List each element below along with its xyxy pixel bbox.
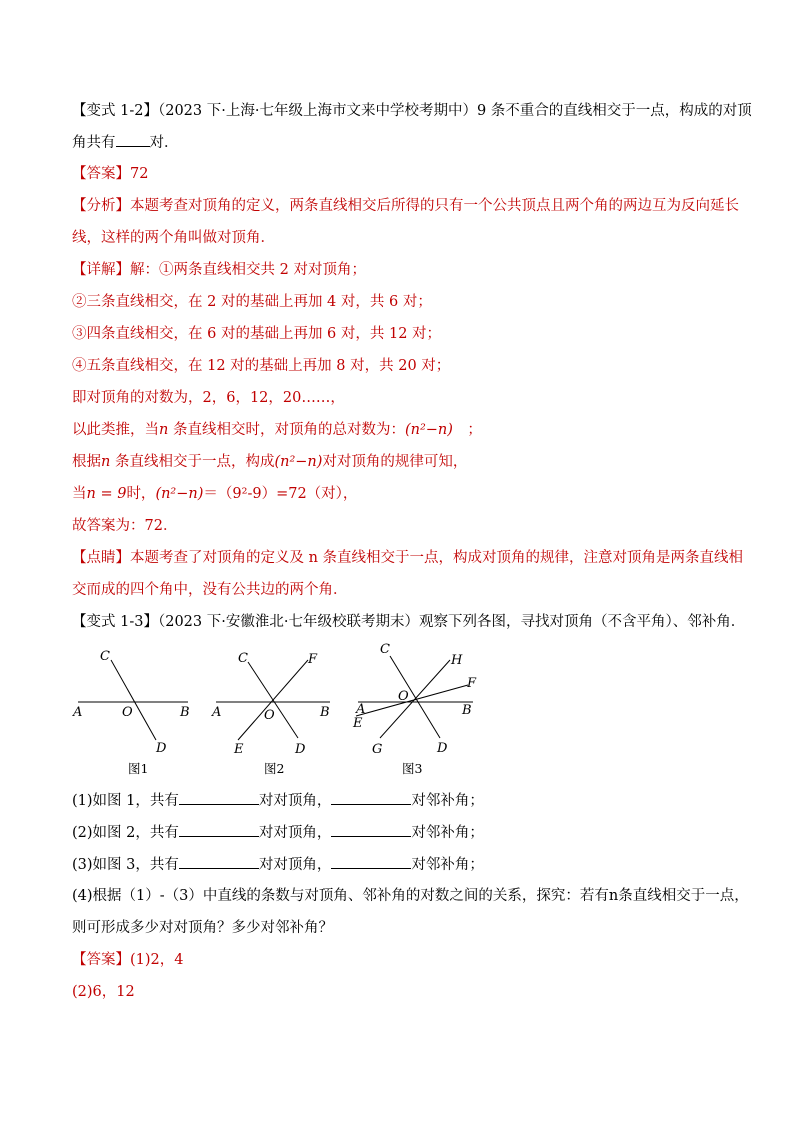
question-text: (2)如图 2，共有 — [72, 825, 179, 841]
detail-line-1 — [72, 260, 722, 280]
detail-text: 对对顶角的规律可知， — [322, 454, 468, 470]
subquestion-2 — [72, 822, 722, 843]
point-label-b: B — [180, 705, 190, 720]
remark-line-2: 交而成的四个角中，没有公共边的两个角． — [72, 582, 348, 598]
question-text: 观察下列各图，寻找对顶角（不含平角）、邻补角． — [418, 614, 746, 630]
detail-line-4: ④五条直线相交，在 12 对的基础上再加 8 对，共 20 对； — [72, 358, 451, 374]
answer-2-line-1 — [72, 950, 722, 970]
figure-caption: 图3 — [402, 761, 423, 776]
analysis-text: 本题考查对顶角的定义，两条直线相交后所得的只有一个公共顶点且两个角的两边互为反向延长 — [130, 198, 739, 214]
math-formula: (n²−n) — [404, 422, 453, 438]
question-1-2-line-2 — [72, 132, 722, 153]
line-cd — [111, 660, 156, 740]
point-label-d: D — [156, 741, 167, 756]
answer-value: 72 — [130, 166, 149, 182]
remark-text: 本题考查了对顶角的定义及 n 条直线相交于一点，构成对顶角的规律，注意对顶角是两条直线相 — [130, 550, 744, 566]
point-label-d: D — [295, 742, 306, 757]
detail-line-7 — [72, 452, 722, 472]
point-label-f: F — [308, 652, 318, 667]
question-text: 9 条不重合的直线相交于一点，构成的对顶 — [476, 103, 752, 119]
point-label-g: G — [372, 742, 383, 757]
figure-caption: 图2 — [264, 761, 285, 776]
answer-blank — [179, 854, 259, 869]
point-label-a: A — [73, 705, 83, 720]
remark-tag: 【点睛】 — [72, 550, 130, 566]
answer-value: (1)2，4 — [130, 952, 184, 968]
point-label-h: H — [451, 653, 463, 668]
point-label-e: E — [353, 716, 363, 731]
detail-line-8 — [72, 484, 722, 504]
question-text: 对邻补角； — [411, 857, 484, 873]
remark-line-1 — [72, 548, 744, 568]
answer-blank — [116, 132, 150, 147]
detail-text: ； — [452, 422, 482, 438]
question-text: 角共有 — [72, 135, 116, 151]
point-label-c: C — [100, 649, 110, 664]
figure-1 — [72, 649, 190, 776]
detail-line-9: 故答案为：72． — [72, 518, 178, 534]
question-text: 对对顶角， — [258, 825, 332, 841]
question-tag: 【变式 1-3】 — [72, 614, 158, 630]
detail-text: 时， — [126, 486, 156, 502]
detail-line-2: ②三条直线相交，在 2 对的基础上再加 4 对，共 6 对； — [72, 294, 432, 310]
point-label-e: E — [234, 742, 244, 757]
point-label-c: C — [380, 642, 390, 657]
question-1-2-line-1 — [72, 101, 752, 121]
figure-3 — [352, 642, 477, 776]
subquestion-3 — [72, 854, 722, 875]
question-text: 对邻补角； — [411, 825, 484, 841]
question-source: （2023 下·上海·七年级上海市文来中学校考期中） — [157, 103, 477, 119]
answer-blank — [331, 854, 411, 869]
answer-2-line-2: (2)6，12 — [72, 984, 135, 1000]
point-label-o: O — [398, 689, 409, 704]
detail-text: 条直线相交于一点，构成 — [110, 454, 275, 470]
analysis-tag: 【分析】 — [72, 198, 130, 214]
point-label-b: B — [462, 703, 472, 718]
answer-blank — [179, 822, 259, 837]
math-formula: n = 9 — [86, 486, 127, 502]
math-formula: (n²−n) — [155, 486, 204, 502]
question-text: (1)如图 1，共有 — [72, 793, 179, 809]
answer-line — [72, 164, 722, 184]
geometry-figures — [68, 640, 498, 785]
question-tag: 【变式 1-2】 — [72, 103, 158, 119]
point-label-o: O — [122, 705, 133, 720]
answer-blank — [331, 790, 411, 805]
answer-blank — [179, 790, 259, 805]
analysis-line-2: 线，这样的两个角叫做对顶角． — [72, 230, 275, 246]
question-text: 对． — [149, 135, 179, 151]
point-label-c: C — [238, 651, 248, 666]
detail-text: 解：①两条直线相交共 2 对对顶角； — [130, 262, 366, 278]
analysis-line-1 — [72, 196, 739, 216]
detail-text: 当 — [72, 486, 87, 502]
subquestion-1 — [72, 790, 722, 811]
detail-line-6 — [72, 420, 722, 440]
line-gh — [380, 660, 450, 738]
question-source: （2023 下·安徽淮北·七年级校联考期末） — [157, 614, 419, 630]
math-variable: n — [101, 454, 111, 470]
question-text: (3)如图 3，共有 — [72, 857, 179, 873]
question-text: 对对顶角， — [258, 793, 332, 809]
math-formula: (n²−n) — [274, 454, 323, 470]
answer-blank — [331, 822, 411, 837]
detail-text: 根据 — [72, 454, 101, 470]
answer-tag: 【答案】 — [72, 166, 130, 182]
figures-svg — [68, 640, 498, 785]
question-text: 对对顶角， — [258, 857, 332, 873]
detail-text: 条直线相交时，对顶角的总对数为： — [168, 422, 405, 438]
point-label-a: A — [356, 702, 366, 717]
detail-line-5: 即对顶角的对数为，2，6，12，20……， — [72, 390, 345, 406]
math-variable: n — [159, 422, 169, 438]
point-label-d: D — [437, 741, 448, 756]
figure-2 — [211, 651, 330, 776]
detail-text: 以此类推，当 — [72, 422, 159, 438]
question-text: 对邻补角； — [411, 793, 484, 809]
answer-tag: 【答案】 — [72, 952, 130, 968]
line-ef — [356, 685, 468, 716]
point-label-o: O — [264, 708, 275, 723]
subquestion-4-line-2: 则可形成多少对对顶角？多少对邻补角？ — [72, 920, 333, 936]
detail-tag: 【详解】 — [72, 262, 130, 278]
detail-line-3: ③四条直线相交，在 6 对的基础上再加 6 对，共 12 对； — [72, 326, 442, 342]
subquestion-4-line-1: (4)根据（1）-（3）中直线的条数与对顶角、邻补角的对数之间的关系，探究：若有n条直线相交于一点， — [72, 888, 749, 904]
figure-caption: 图1 — [128, 761, 149, 776]
point-label-a: A — [212, 705, 222, 720]
line-ef — [238, 660, 308, 740]
point-label-b: B — [320, 705, 330, 720]
question-1-3-line-1 — [72, 612, 746, 632]
detail-text: ＝（9²-9）=72（对）， — [203, 486, 358, 502]
point-label-f: F — [467, 676, 477, 691]
